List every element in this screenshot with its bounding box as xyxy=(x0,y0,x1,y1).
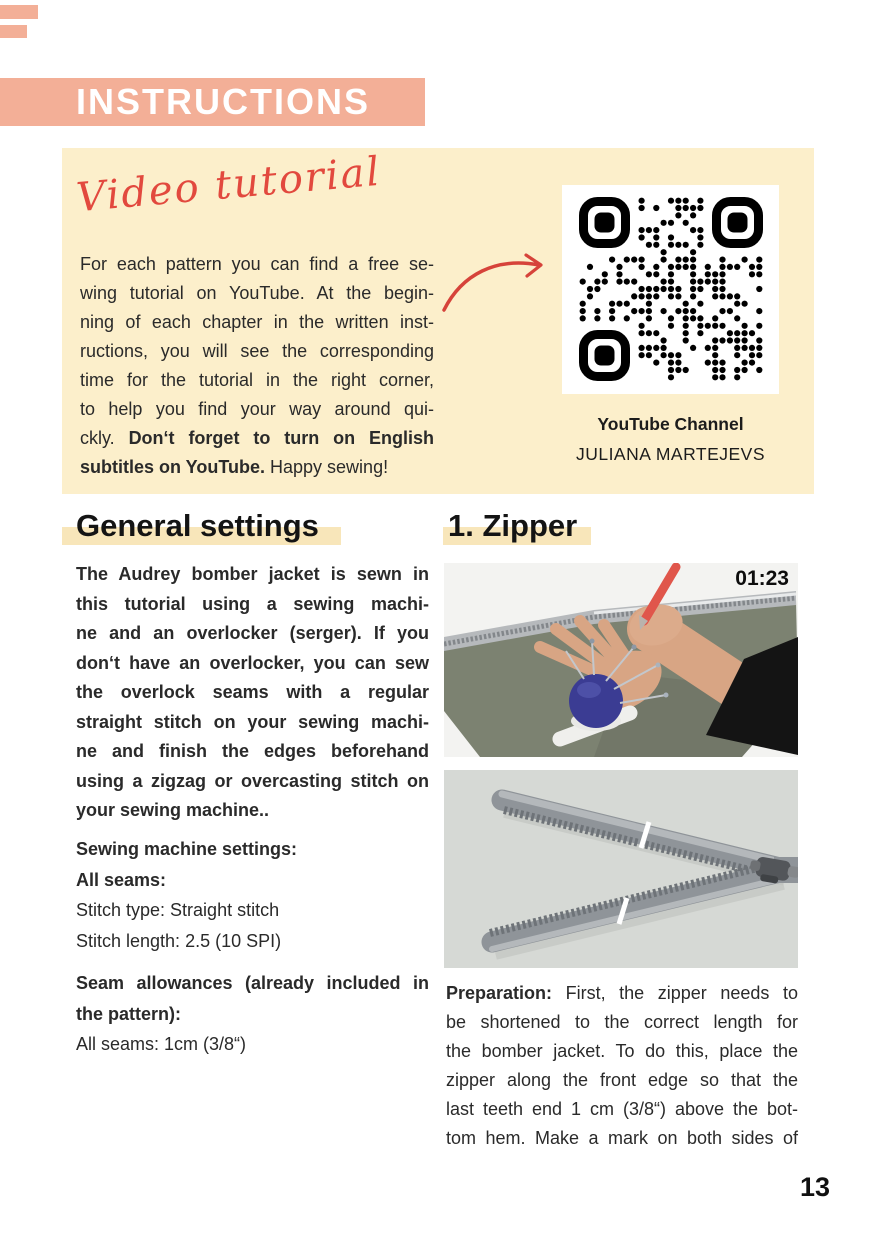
qr-code-card xyxy=(562,185,779,394)
general-settings-heading: General settings xyxy=(62,506,341,546)
photo-zipper-open xyxy=(444,770,798,968)
qr-code xyxy=(579,197,763,381)
qr-caption-name: JULIANA MARTEJEVS xyxy=(575,444,766,464)
photo2-illustration xyxy=(444,770,798,968)
instructions-banner xyxy=(0,78,425,126)
preparation-paragraph: Preparation: First, the zipper needs to be shortened to the correct length for the bomber jacket. To do this, place the zipper along the front edge so that the last teeth end 1 cm (3/8“) above the bot- tom hem. Make a mark on both sides of xyxy=(446,983,798,1148)
video-timestamp: 01:23 xyxy=(735,567,789,590)
seam-allowances-title-line2: the pattern): xyxy=(76,1003,181,1024)
stitch-length-line: Stitch length: 2.5 (10 SPI) xyxy=(76,930,282,951)
photo-marking-zipper-on-fabric xyxy=(444,563,798,757)
seam-allowances-block xyxy=(76,968,429,1060)
machine-settings-title: Sewing machine settings: xyxy=(76,839,298,859)
stitch-type-line: Stitch type: Straight stitch xyxy=(76,900,280,920)
seam-allowances-title-line1: Seam allowances (already included in xyxy=(76,973,429,993)
general-settings-paragraph: The Audrey bomber jacket is sewn in this tutorial using a sewing machi- ne and an overlocker (serger). If you don‘t have an overlocker, you can sew the overlock seams with a regular straight stitch on your sewing machi- ne and finish the edges beforehand using a zigzag or overcasting stitch on your sewing machine.. xyxy=(76,564,429,820)
machine-settings-block xyxy=(76,834,429,956)
seam-allowances-value: All seams: 1cm (3/8“) xyxy=(76,1034,247,1054)
zipper-heading: 1. Zipper xyxy=(443,506,591,546)
page-number: 13 xyxy=(799,1172,830,1202)
curved-arrow-icon xyxy=(436,248,554,322)
video-tutorial-box xyxy=(62,148,814,494)
qr-caption-channel: YouTube Channel xyxy=(597,414,744,434)
video-tutorial-script-title: Video tutorial xyxy=(74,148,384,222)
corner-decoration-bar-2 xyxy=(0,25,27,38)
machine-settings-subtitle: All seams: xyxy=(76,869,167,890)
corner-decoration-bar-1 xyxy=(0,5,38,19)
photo1-illustration xyxy=(444,563,798,757)
banner-title: INSTRUCTIONS xyxy=(76,81,370,122)
video-tutorial-paragraph: For each pattern you can find a free se- wing tutorial on YouTube. At the begin- ning of each chapter in the written inst- ructions, you will see the corresponding time for the tutorial in the right corner, to help you find your way around qui- ckly. Don‘t forget to turn on English subtitles on YouTube. Happy sewing! xyxy=(80,254,434,477)
